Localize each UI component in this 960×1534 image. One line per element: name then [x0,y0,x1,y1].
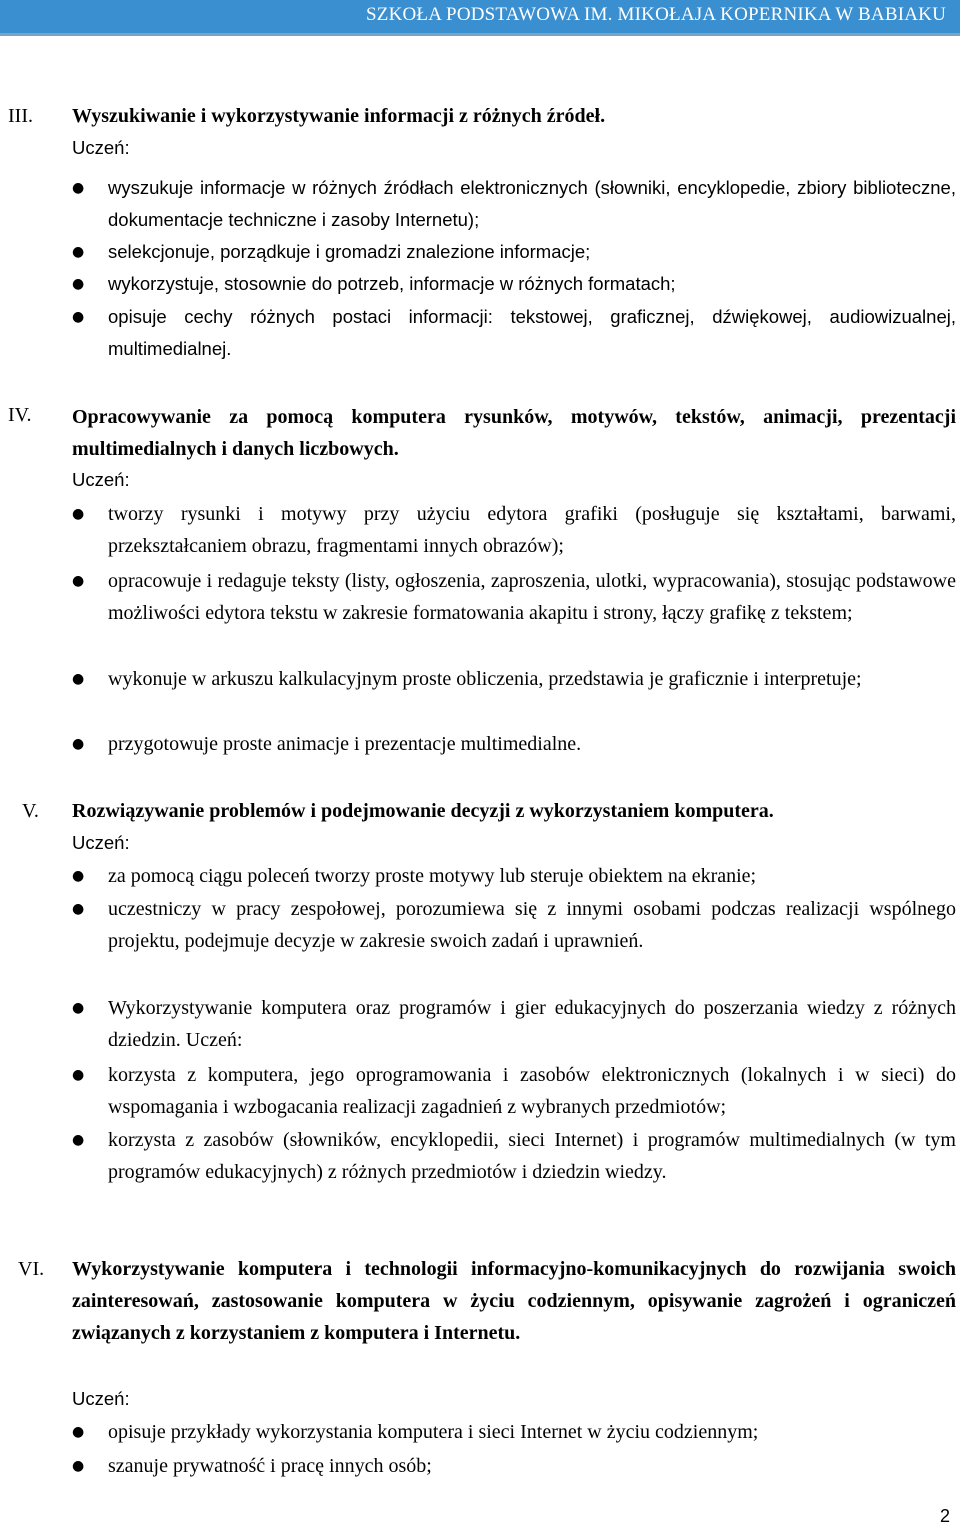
section-number: VI. [18,1258,45,1280]
list-item: uczestniczy w pracy zespołowej, porozumiewa się z innymi osobami podczas realizacji wspólnego projektu, podejmuje decyzje w zakresie swoich zadań i uprawnień. [108,898,956,952]
section-title: Wykorzystywanie komputera i technologii informacyjno-komunikacyjnych do rozwijania swoich zainteresowań, zastosowanie komputera w życiu codziennym, opisywanie zagrożeń i ograniczeń związanych z korzystaniem z komputera i Internetu. [72,1258,956,1344]
list-item: za pomocą ciągu poleceń tworzy proste motywy lub steruje obiektem na ekranie; [108,865,757,887]
student-label: Uczeń: [72,137,130,158]
list-item: selekcjonuje, porządkuje i gromadzi znalezione informacje; [108,241,591,262]
section-title: Rozwiązywanie problemów i podejmowanie decyzji z wykorzystaniem komputera. [72,800,774,822]
bullet-icon: ● [72,1000,85,1016]
bullet-icon: ● [72,671,85,687]
bullet-icon: ● [72,309,85,325]
bullet-icon: ● [72,736,85,752]
page-number: 2 [939,1506,950,1526]
bullet-icon: ● [72,901,85,917]
list-item: wyszukuje informacje w różnych źródłach elektronicznych (słowniki, encyklopedie, zbiory biblioteczne, dokumentacje techniczne i zasoby Internetu); [108,177,956,230]
bullet-icon: ● [72,180,85,196]
bullet-icon: ● [72,573,85,589]
bullet-icon: ● [72,506,85,522]
school-name-header: SZKOŁA PODSTAWOWA IM. MIKOŁAJA KOPERNIKA W BABIAKU [366,4,946,25]
bullet-icon: ● [72,276,85,292]
page-header-bar [0,0,960,36]
section-number: IV. [8,404,32,426]
list-item: wykonuje w arkuszu kalkulacyjnym proste obliczenia, przedstawia je graficznie i interpretuje; [108,668,862,690]
list-item: korzysta z komputera, jego oprogramowania i zasobów elektronicznych (lokalnych i w sieci) do wspomagania i wzbogacania realizacji zagadnień z wybranych przedmiotów; [108,1064,956,1118]
bullet-icon: ● [72,1067,85,1083]
bullet-icon: ● [72,1132,85,1148]
student-label: Uczeń: [72,1388,130,1409]
list-item: przygotowuje proste animacje i prezentacje multimedialne. [108,733,582,755]
list-item: opisuje cechy różnych postaci informacji: tekstowej, graficznej, dźwiękowej, audiowizualnej, multimedialnej. [108,306,956,359]
list-item: Wykorzystywanie komputera oraz programów i gier edukacyjnych do poszerzania wiedzy z różnych dziedzin. Uczeń: [108,997,956,1051]
student-label: Uczeń: [72,832,130,853]
bullet-icon: ● [72,1458,85,1474]
section-title: Opracowywanie za pomocą komputera rysunków, motywów, tekstów, animacji, prezentacji multimedialnych i danych liczbowych. [72,406,956,460]
bullet-icon: ● [72,244,85,260]
list-item: opracowuje i redaguje teksty (listy, ogłoszenia, zaproszenia, ulotki, wypracowania), stosując podstawowe możliwości edytora tekstu w zakresie formatowania akapitu i strony, łączy grafikę z tekstem; [108,570,956,624]
section-title: Wyszukiwanie i wykorzystywanie informacji z różnych źródeł. [72,105,606,127]
list-item: opisuje przykłady wykorzystania komputera i sieci Internet w życiu codziennym; [108,1421,759,1443]
section-number: III. [8,105,33,127]
list-item: szanuje prywatność i pracę innych osób; [108,1455,432,1477]
student-label: Uczeń: [72,469,130,490]
list-item: korzysta z zasobów (słowników, encyklopedii, sieci Internet) i programów multimedialnych (w tym programów edukacyjnych) z różnych przedmiotów i dziedzin wiedzy. [108,1129,956,1183]
bullet-icon: ● [72,868,85,884]
list-item: wykorzystuje, stosownie do potrzeb, informacje w różnych formatach; [108,273,676,294]
section-number: V. [22,800,39,822]
bullet-icon: ● [72,1424,85,1440]
list-item: tworzy rysunki i motywy przy użyciu edytora grafiki (posługuje się kształtami, barwami, przekształcaniem obrazu, fragmentami innych obrazów); [108,503,956,557]
